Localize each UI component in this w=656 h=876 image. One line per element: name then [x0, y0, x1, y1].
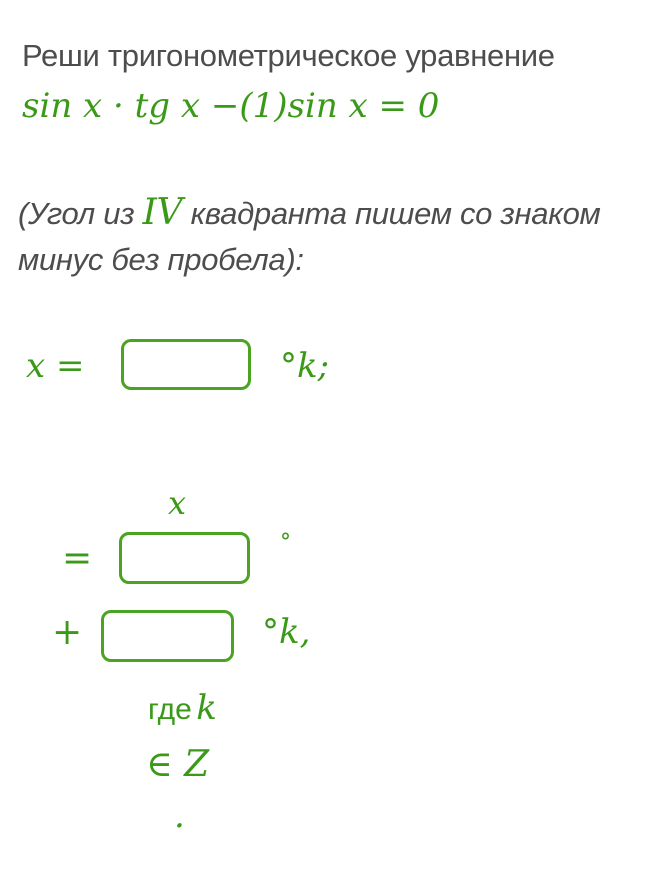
- answer2-plus: +: [52, 612, 83, 653]
- hint-open: (Угол из: [18, 196, 135, 231]
- answer2-equals: =: [62, 538, 93, 579]
- hint-line-2: минус без пробела):: [18, 242, 304, 277]
- answer2-where: [148, 688, 217, 728]
- answer1-suffix: °k;: [280, 346, 330, 386]
- belongs-integers: ∈ Z: [146, 744, 210, 785]
- answer2-input-1[interactable]: [119, 532, 250, 584]
- hint-line-1: [18, 192, 600, 233]
- answer2-input-2[interactable]: [101, 610, 234, 662]
- equation: sin x · tg x −(1)sin x = 0: [22, 86, 440, 126]
- answer2-suffix: °k,: [262, 612, 311, 652]
- task-title: Реши тригонометрическое уравнение: [22, 38, 555, 73]
- hint-rest: квадранта пишем со знаком: [190, 196, 601, 231]
- answer2-degree-1: °: [280, 530, 291, 555]
- answer1-lhs: x =: [26, 346, 85, 386]
- answer1-input[interactable]: [121, 339, 251, 390]
- where-variable: k: [196, 688, 217, 728]
- where-word: где: [148, 693, 192, 726]
- answer2-variable: x: [168, 484, 187, 522]
- quadrant-numeral: IV: [142, 192, 183, 233]
- answer2-period: .: [174, 796, 185, 836]
